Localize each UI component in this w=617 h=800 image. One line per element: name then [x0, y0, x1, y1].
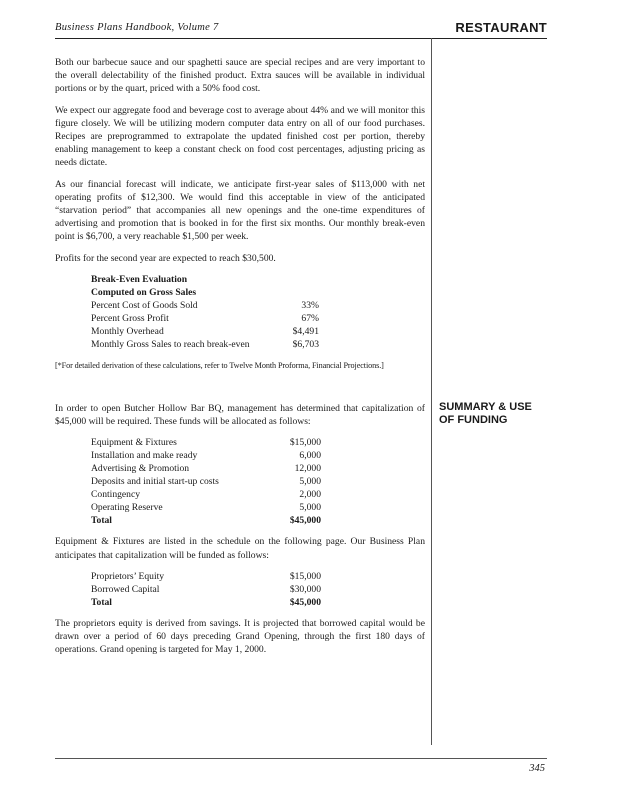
- row-label: Advertising & Promotion: [91, 463, 190, 475]
- body-upper: [55, 56, 425, 380]
- paragraph-funding-intro: In order to open Butcher Hollow Bar BQ, management has determined that capitalization of $45,000 will be required. These funds will be allocated as follows:: [55, 403, 425, 428]
- row-label: Proprietors’ Equity: [91, 570, 165, 582]
- capitalization-table: [91, 570, 321, 609]
- section-heading-summary-use-of-funding: [439, 401, 532, 427]
- table-row: [91, 338, 319, 351]
- paragraph-forecast: As our financial forecast will indicate, we anticipate first-year sales of $113,000 with net operating profits of $12,300. We would find this acceptable in view of the anticipated “starvation period” that accompanies all new openings and the one-time expenditures of advertising and promotion that is booked in for the first six months. Our monthly break-even point is $6,700, a very reachable $1,500 per week.: [55, 178, 425, 243]
- break-even-heading: Break-Even Evaluation: [91, 273, 188, 285]
- section-heading-line: SUMMARY & USE: [439, 401, 532, 413]
- row-value: $15,000: [289, 437, 321, 449]
- row-label: Contingency: [91, 489, 141, 501]
- total-label: Total: [91, 515, 112, 527]
- row-label: Percent Gross Profit: [91, 312, 169, 324]
- table-row: [91, 488, 321, 501]
- table-row: [91, 299, 319, 312]
- row-label: Equipment & Fixtures: [91, 437, 177, 449]
- table-row: [91, 449, 321, 462]
- row-value: 2,000: [299, 489, 321, 501]
- paragraph-sauces: Both our barbecue sauce and our spaghetti sauce are special recipes and are very important to the overall delectability of the finished product. Extra sauces will be available in individual portions or by the quart, priced with a 50% food cost.: [55, 57, 425, 95]
- break-even-subheading: Computed on Gross Sales: [91, 286, 197, 298]
- row-label: Borrowed Capital: [91, 583, 160, 595]
- break-even-table: [91, 273, 319, 351]
- row-value: 5,000: [299, 502, 321, 514]
- row-value: $15,000: [289, 570, 321, 582]
- paragraph-food-cost: We expect our aggregate food and beverage cost to average about 44% and we will monitor this figure closely. We will be utilizing modern computer data entry on all of our food purchases. Recipes are preprogrammed to extrapolate the updated finished cost per portion, thereby enabling management to keep a constant check on food cost percentages, adjusting pricing as needs dictate.: [55, 104, 425, 169]
- table-row: [91, 436, 321, 449]
- table-total-row: [91, 514, 321, 527]
- paragraph-second-year: Profits for the second year are expected to reach $30,500.: [55, 252, 276, 264]
- running-header-section-title: RESTAURANT: [455, 20, 547, 35]
- row-value: $6,703: [292, 338, 319, 350]
- column-divider: [431, 38, 432, 745]
- running-header-book-title: Business Plans Handbook, Volume 7: [55, 22, 219, 33]
- table-row: [91, 462, 321, 475]
- table-total-row: [91, 596, 321, 609]
- table-row: [91, 501, 321, 514]
- allocation-table: [91, 436, 321, 527]
- body-lower: [55, 402, 425, 664]
- row-value: 67%: [301, 312, 319, 324]
- paragraph-closing: The proprietors equity is derived from savings. It is projected that borrowed capital would be drawn over a period of 60 days preceding Grand Opening, through the first 180 days of operations. Grand opening is targeted for May 1, 2000.: [55, 617, 425, 656]
- row-value: 6,000: [299, 450, 321, 462]
- row-value: $30,000: [289, 583, 321, 595]
- table-row: [91, 583, 321, 596]
- row-label: Installation and make ready: [91, 450, 198, 462]
- row-value: 12,000: [294, 463, 321, 475]
- table-row: [91, 312, 319, 325]
- row-value: $4,491: [292, 325, 319, 337]
- table-row: [91, 475, 321, 488]
- row-label: Percent Cost of Goods Sold: [91, 299, 198, 311]
- section-heading-line: OF FUNDING: [439, 414, 508, 426]
- total-value: $45,000: [289, 596, 321, 608]
- table-row: [91, 325, 319, 338]
- row-label: Monthly Gross Sales to reach break-even: [91, 338, 250, 350]
- row-value: 33%: [301, 299, 319, 311]
- row-value: 5,000: [299, 476, 321, 488]
- row-label: Monthly Overhead: [91, 325, 164, 337]
- row-label: Operating Reserve: [91, 502, 163, 514]
- page-number: 345: [529, 763, 545, 774]
- total-label: Total: [91, 596, 112, 608]
- paragraph-capitalization-intro: Equipment & Fixtures are listed in the schedule on the following page. Our Business Plan anticipates that capitalization will be funded as follows:: [55, 536, 425, 561]
- header-rule: [55, 38, 547, 39]
- table-row: [91, 570, 321, 583]
- footnote: [*For detailed derivation of these calculations, refer to Twelve Month Proforma, Financial Projections.]: [55, 360, 384, 370]
- footer-rule: [55, 758, 547, 759]
- row-label: Deposits and initial start-up costs: [91, 476, 219, 488]
- total-value: $45,000: [289, 515, 321, 527]
